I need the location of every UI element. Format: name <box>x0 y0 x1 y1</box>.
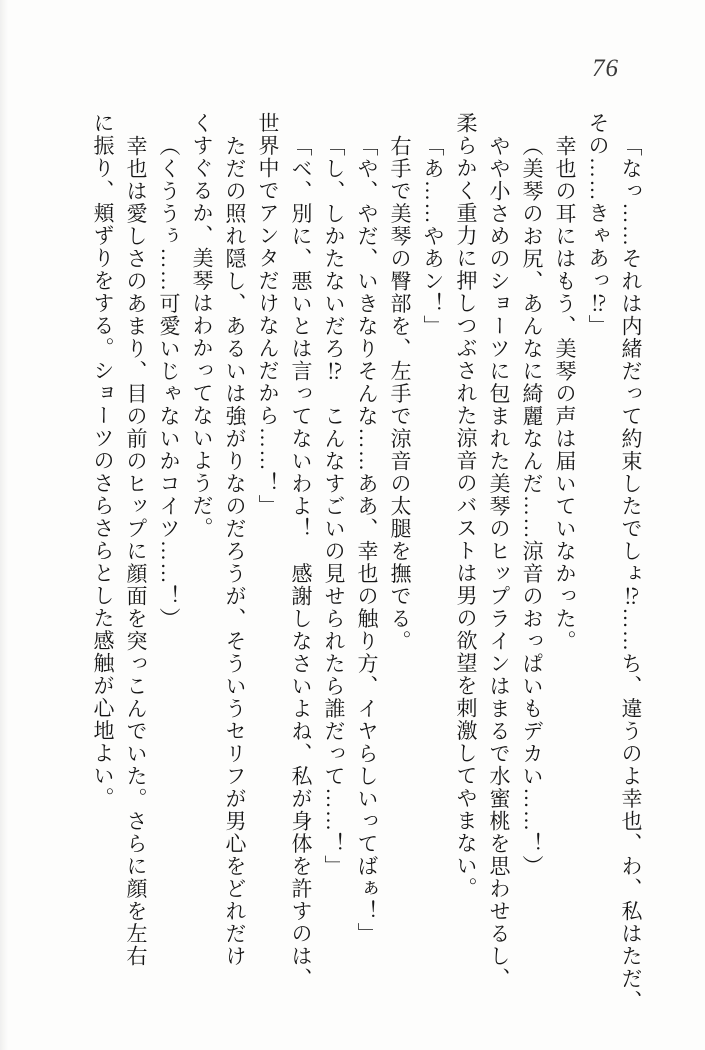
text-line: やや小さめのショーツに包まれた美琴のヒップラインはまるで水蜜桃を思わせるし、 <box>487 134 511 990</box>
text-line: 柔らかく重力に押しつぶされた涼音のバストは男の欲望を刺激してやまない。 <box>454 112 478 900</box>
text-line: くすぐるか、美琴はわかってないようだ。 <box>190 112 214 540</box>
text-line: ただの照れ隠し、あるいは強がりなのだろうが、そういうセリフが男心をどれだけ <box>223 134 247 967</box>
text-line: に振り、頬ずりをする。ショーツのさらさらとした感触が心地よい。 <box>91 112 115 810</box>
scan-edge-shading <box>0 0 8 1050</box>
text-line: 右手で美琴の臀部を、左手で涼音の太腿を撫でる。 <box>388 134 412 652</box>
text-line: 「あ……やあン！」 <box>421 134 445 337</box>
text-line: その……きゃあっ⁉」 <box>586 112 610 337</box>
page-number: 76 <box>592 55 619 82</box>
text-line: 「し、しかたないだろ⁉ こんなすごいの見せられたら誰だって……！」 <box>322 134 346 877</box>
text-line: 幸也の耳にはもう、美琴の声は届いていなかった。 <box>553 134 577 652</box>
text-columns <box>86 112 647 1012</box>
text-line: 「ベ、別に、悪いとは言ってないわよ！ 感謝しなさいよね、私が身体を許すのは、 <box>289 134 313 990</box>
text-line: （くううぅ……可愛いじゃないかコイツ……！） <box>157 134 181 630</box>
text-line: 世界中でアンタだけなんだから……！」 <box>256 112 280 517</box>
text-line: 「や、やだ、いきなりそんな……ああ、幸也の触り方、イヤらしいってばぁ！」 <box>355 134 379 945</box>
text-line: （美琴のお尻、あんなに綺麗なんだ……涼音のおっぱいもデカい……！） <box>520 134 544 877</box>
text-line: 「なっ……それは内緒だって約束したでしょ⁉……ち、違うのよ幸也、わ、私はただ、 <box>619 134 643 1012</box>
text-line: 幸也は愛しさのあまり、目の前のヒップに顔面を突っこんでいた。さらに顔を左右 <box>124 134 148 967</box>
